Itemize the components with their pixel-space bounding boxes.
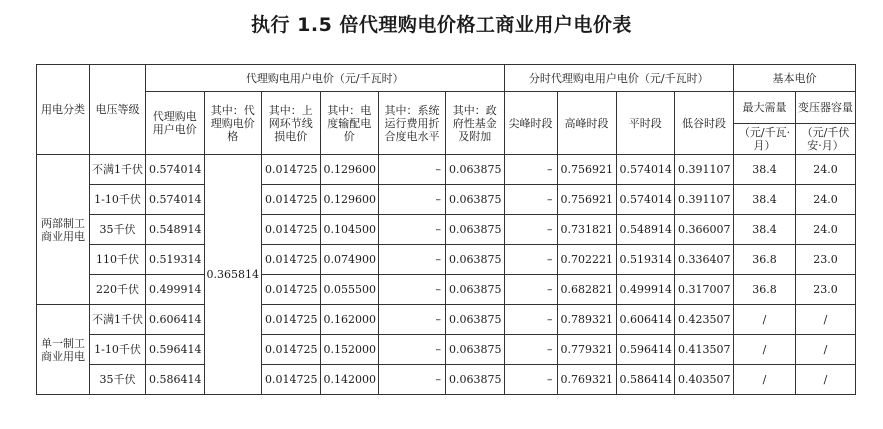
transformer-cell: / (796, 305, 856, 335)
system-cost-cell: – (379, 185, 446, 215)
system-cost-cell: – (379, 335, 446, 365)
transformer-cell: 23.0 (796, 275, 856, 305)
voltage-cell: 220千伏 (90, 275, 146, 305)
valley-cell: 0.366007 (675, 215, 734, 245)
header-peak-sharp: 尖峰时段 (504, 92, 557, 155)
transmission-price-cell: 0.055500 (320, 275, 379, 305)
flat-cell: 0.586414 (616, 365, 675, 395)
table-row (37, 185, 856, 215)
transformer-cell: 24.0 (796, 185, 856, 215)
system-cost-cell: – (379, 305, 446, 335)
transmission-price-cell: 0.104500 (320, 215, 379, 245)
peak-cell: 0.769321 (557, 365, 616, 395)
valley-cell: 0.423507 (675, 305, 734, 335)
header-transformer: 变压器容量 (796, 92, 856, 124)
peak-sharp-cell: – (504, 335, 557, 365)
max-demand-cell: / (734, 305, 796, 335)
flat-cell: 0.596414 (616, 335, 675, 365)
header-loss-price: 其中：上网环节线损电价 (262, 92, 321, 155)
table-row (37, 365, 856, 395)
loss-price-cell: 0.014725 (262, 365, 321, 395)
flat-cell: 0.519314 (616, 245, 675, 275)
peak-sharp-cell: – (504, 365, 557, 395)
category-cell: 单一制工商业用电 (37, 305, 90, 395)
peak-cell: 0.756921 (557, 155, 616, 185)
transformer-cell: 24.0 (796, 155, 856, 185)
valley-cell: 0.413507 (675, 335, 734, 365)
flat-cell: 0.499914 (616, 275, 675, 305)
agency-price-cell: 0.606414 (146, 305, 205, 335)
header-gov-fund: 其中：政府性基金及附加 (446, 92, 505, 155)
voltage-cell: 不满1千伏 (90, 155, 146, 185)
gov-fund-cell: 0.063875 (446, 215, 505, 245)
header-peak: 高峰时段 (557, 92, 616, 155)
table-row (37, 245, 856, 275)
loss-price-cell: 0.014725 (262, 275, 321, 305)
system-cost-cell: – (379, 365, 446, 395)
header-tou-group: 分时代理购电用户电价（元/千瓦时） (504, 65, 734, 92)
transformer-cell: 23.0 (796, 245, 856, 275)
valley-cell: 0.336407 (675, 245, 734, 275)
table-row (37, 335, 856, 365)
loss-price-cell: 0.014725 (262, 335, 321, 365)
loss-price-cell: 0.014725 (262, 215, 321, 245)
purchase-price-cell: 0.365814 (204, 155, 262, 395)
header-valley: 低谷时段 (675, 92, 734, 155)
flat-cell: 0.574014 (616, 155, 675, 185)
agency-price-cell: 0.548914 (146, 215, 205, 245)
peak-sharp-cell: – (504, 245, 557, 275)
system-cost-cell: – (379, 155, 446, 185)
transformer-cell: 24.0 (796, 215, 856, 245)
table-row (37, 215, 856, 245)
flat-cell: 0.548914 (616, 215, 675, 245)
header-flat: 平时段 (616, 92, 675, 155)
header-voltage: 电压等级 (90, 65, 146, 155)
agency-price-cell: 0.499914 (146, 275, 205, 305)
agency-price-cell: 0.574014 (146, 185, 205, 215)
voltage-cell: 110千伏 (90, 245, 146, 275)
header-max-demand: 最大需量 (734, 92, 796, 124)
system-cost-cell: – (379, 215, 446, 245)
peak-cell: 0.702221 (557, 245, 616, 275)
agency-price-cell: 0.586414 (146, 365, 205, 395)
transmission-price-cell: 0.152000 (320, 335, 379, 365)
max-demand-cell: 38.4 (734, 155, 796, 185)
voltage-cell: 1-10千伏 (90, 185, 146, 215)
system-cost-cell: – (379, 275, 446, 305)
transmission-price-cell: 0.074900 (320, 245, 379, 275)
tariff-table (36, 64, 856, 395)
gov-fund-cell: 0.063875 (446, 335, 505, 365)
transmission-price-cell: 0.162000 (320, 305, 379, 335)
valley-cell: 0.391107 (675, 185, 734, 215)
max-demand-cell: 36.8 (734, 245, 796, 275)
header-transmission-price: 其中：电度输配电价 (320, 92, 379, 155)
loss-price-cell: 0.014725 (262, 305, 321, 335)
flat-cell: 0.574014 (616, 185, 675, 215)
agency-price-cell: 0.519314 (146, 245, 205, 275)
agency-price-cell: 0.574014 (146, 155, 205, 185)
peak-sharp-cell: – (504, 275, 557, 305)
peak-cell: 0.779321 (557, 335, 616, 365)
peak-cell: 0.789321 (557, 305, 616, 335)
max-demand-cell: / (734, 335, 796, 365)
header-system-cost: 其中：系统运行费用折合度电水平 (379, 92, 446, 155)
valley-cell: 0.317007 (675, 275, 734, 305)
gov-fund-cell: 0.063875 (446, 305, 505, 335)
header-purchase-price: 其中：代理购电价格 (204, 92, 262, 155)
peak-cell: 0.756921 (557, 185, 616, 215)
header-agency-price: 代理购电用户电价 (146, 92, 205, 155)
valley-cell: 0.403507 (675, 365, 734, 395)
loss-price-cell: 0.014725 (262, 245, 321, 275)
gov-fund-cell: 0.063875 (446, 245, 505, 275)
loss-price-cell: 0.014725 (262, 185, 321, 215)
max-demand-cell: 38.4 (734, 185, 796, 215)
peak-cell: 0.682821 (557, 275, 616, 305)
header-agency-group: 代理购电用户电价（元/千瓦时） (146, 65, 505, 92)
gov-fund-cell: 0.063875 (446, 185, 505, 215)
flat-cell: 0.606414 (616, 305, 675, 335)
peak-sharp-cell: – (504, 185, 557, 215)
transformer-cell: / (796, 365, 856, 395)
page-title: 执行 1.5 倍代理购电价格工商业用户电价表 (251, 14, 632, 36)
header-max-demand-unit: （元/千瓦·月） (734, 124, 796, 155)
voltage-cell: 1-10千伏 (90, 335, 146, 365)
gov-fund-cell: 0.063875 (446, 155, 505, 185)
header-transformer-unit: （元/千伏安·月） (796, 124, 856, 155)
valley-cell: 0.391107 (675, 155, 734, 185)
peak-sharp-cell: – (504, 155, 557, 185)
system-cost-cell: – (379, 245, 446, 275)
gov-fund-cell: 0.063875 (446, 275, 505, 305)
voltage-cell: 35千伏 (90, 365, 146, 395)
transmission-price-cell: 0.129600 (320, 155, 379, 185)
peak-sharp-cell: – (504, 215, 557, 245)
voltage-cell: 35千伏 (90, 215, 146, 245)
transmission-price-cell: 0.142000 (320, 365, 379, 395)
table-row (37, 155, 856, 185)
max-demand-cell: 38.4 (734, 215, 796, 245)
peak-cell: 0.731821 (557, 215, 616, 245)
header-basic-group: 基本电价 (734, 65, 856, 92)
agency-price-cell: 0.596414 (146, 335, 205, 365)
voltage-cell: 不满1千伏 (90, 305, 146, 335)
gov-fund-cell: 0.063875 (446, 365, 505, 395)
header-category: 用电分类 (37, 65, 90, 155)
max-demand-cell: 36.8 (734, 275, 796, 305)
transformer-cell: / (796, 335, 856, 365)
category-cell: 两部制工商业用电 (37, 155, 90, 305)
table-row (37, 305, 856, 335)
max-demand-cell: / (734, 365, 796, 395)
table-row (37, 275, 856, 305)
table-body (37, 155, 856, 395)
transmission-price-cell: 0.129600 (320, 185, 379, 215)
loss-price-cell: 0.014725 (262, 155, 321, 185)
peak-sharp-cell: – (504, 305, 557, 335)
